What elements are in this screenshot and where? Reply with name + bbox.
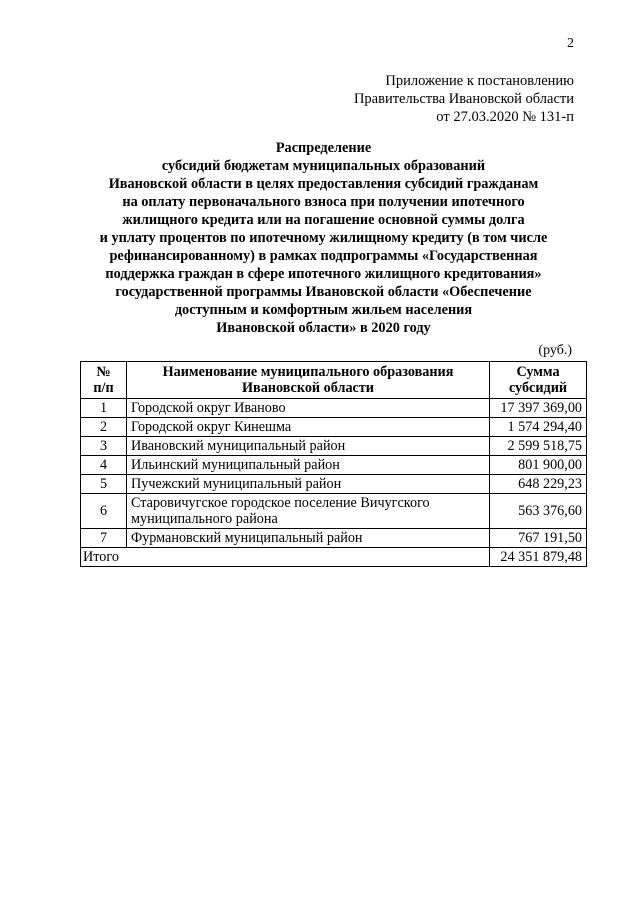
row-number: 2 [81,418,127,437]
row-name: Фурмановский муниципальный район [127,529,490,548]
row-name: Ильинский муниципальный район [127,456,490,475]
row-amount: 648 229,23 [490,475,587,494]
header-number-line2: п/п [93,380,114,396]
title-line: на оплату первоначального взноса при получении ипотечного [122,194,525,210]
header-name-line2: Ивановской области [242,380,374,396]
header-sum-line1: Сумма [516,364,560,380]
row-name: Городской округ Иваново [127,399,490,418]
title-line: доступным и комфортным жильем населения [174,302,473,318]
row-amount: 17 397 369,00 [490,399,587,418]
row-number: 5 [81,475,127,494]
row-number: 6 [81,494,127,529]
header-sum-line2: субсидий [508,380,568,396]
row-name: Ивановский муниципальный район [127,437,490,456]
total-amount: 24 351 879,48 [490,548,587,567]
appendix-line: Правительства Ивановской области [353,91,574,107]
page-number: 2 [567,36,574,51]
total-label: Итого [81,548,490,567]
table-row [81,437,587,456]
title-line: Ивановской области в целях предоставления субсидий гражданам [108,176,539,192]
table-row [81,456,587,475]
row-name: Городской округ Кинешма [127,418,490,437]
title-line: жилищного кредита или на погашение основной суммы долга [122,212,525,228]
row-number: 7 [81,529,127,548]
appendix-line: Приложение к постановлению [385,73,574,89]
document-title [80,139,567,337]
row-name: Старовичугское городское поселение Вичугского муниципального района [127,494,490,529]
title-line: Распределение [275,140,372,156]
subsidy-table [80,361,587,567]
row-amount: 2 599 518,75 [490,437,587,456]
title-line: рефинансированному) в рамках подпрограммы «Государственная [109,248,538,264]
title-line: и уплату процентов по ипотечному жилищному кредиту (в том числе [99,230,548,246]
table-row [81,494,587,529]
table-row [81,475,587,494]
header-sum [490,362,587,399]
header-name [127,362,490,399]
title-line: государственной программы Ивановской области «Обеспечение [115,284,532,300]
row-number: 3 [81,437,127,456]
title-line: Ивановской области» в 2020 году [216,320,431,336]
row-amount: 563 376,60 [490,494,587,529]
table-row [81,399,587,418]
header-name-line1: Наименование муниципального образования [162,364,454,380]
appendix-line: от 27.03.2020 № 131-п [436,109,574,125]
total-row [81,548,587,567]
title-line: субсидий бюджетам муниципальных образований [161,158,486,174]
table-header-row [81,362,587,399]
table-row [81,418,587,437]
title-line: поддержка граждан в сфере ипотечного жилищного кредитования» [105,266,542,282]
header-number-line1: № [96,364,111,380]
header-number [81,362,127,399]
row-number: 1 [81,399,127,418]
row-number: 4 [81,456,127,475]
table-row [81,529,587,548]
row-amount: 801 900,00 [490,456,587,475]
appendix-note [354,72,574,126]
row-amount: 1 574 294,40 [490,418,587,437]
row-amount: 767 191,50 [490,529,587,548]
currency-note: (руб.) [538,343,572,358]
row-name: Пучежский муниципальный район [127,475,490,494]
